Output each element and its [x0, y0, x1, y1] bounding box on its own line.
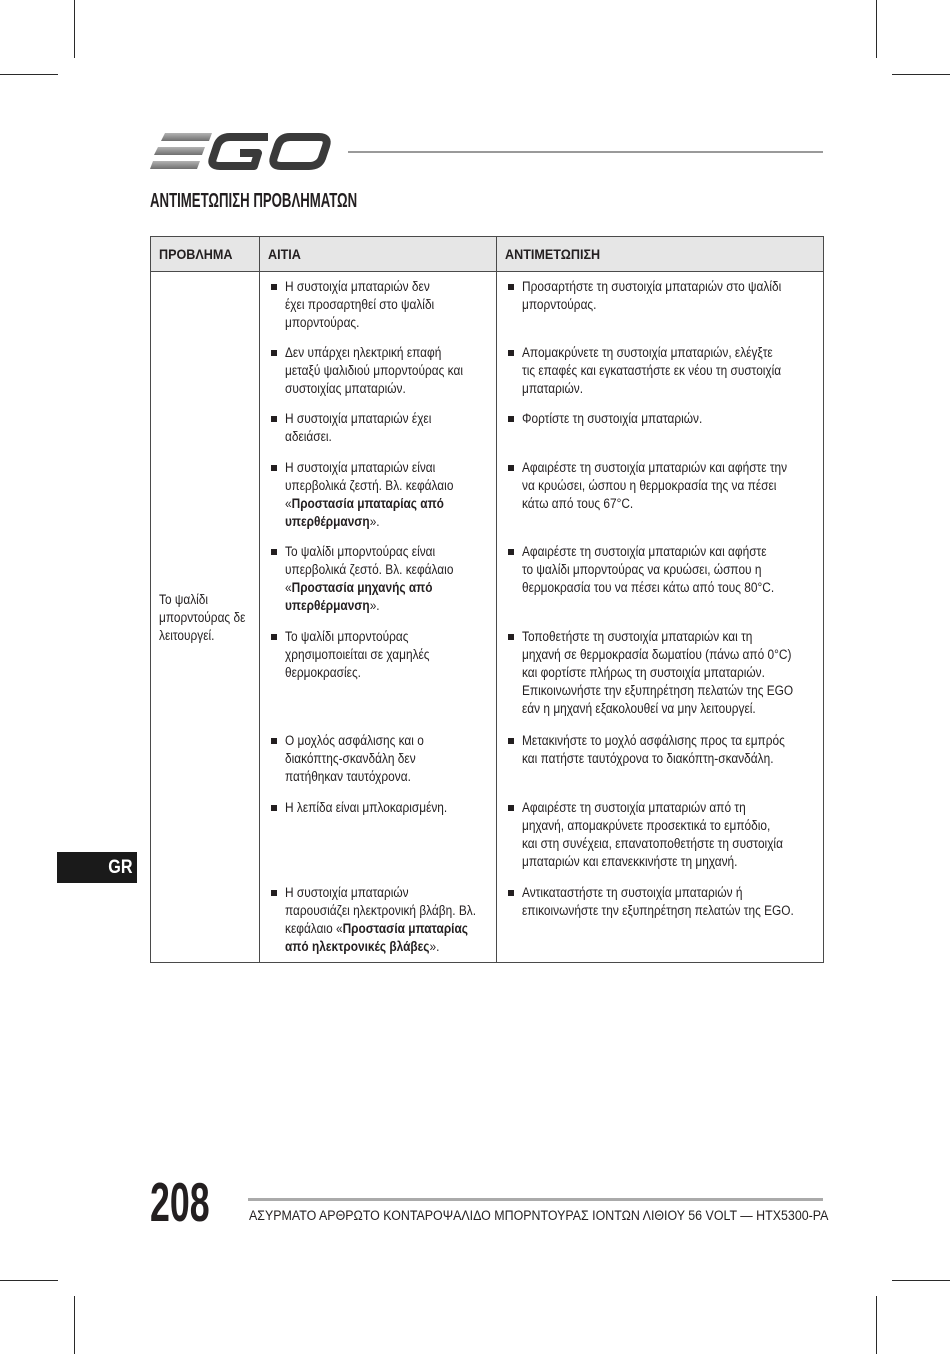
solution-cell — [496, 453, 823, 537]
crop-mark — [74, 1296, 75, 1354]
text-segment: Αφαιρέστε τη συστοιχία μπαταριών και αφήστε την να κρυώσει, ώσπου η θερμοκρασία της να πέσει κάτω από τους 67°C. — [522, 460, 788, 511]
table-row — [260, 878, 823, 962]
solution-cell — [496, 404, 823, 453]
header-problem: ΠΡΟΒΛΗΜΑ — [159, 246, 233, 262]
problem-cell — [151, 272, 259, 962]
cause-cell — [260, 537, 496, 622]
table-row — [260, 537, 823, 622]
bullet-square-icon — [271, 805, 277, 811]
text-segment: Αφαιρέστε τη συστοιχία μπαταριών και αφήστε το ψαλίδι μπορντούρας να κρυώσει, ώσπου η θερμοκρασία του να πέσει κάτω από τους 80°C. — [522, 544, 775, 595]
logo-e-bar-middle — [154, 147, 205, 155]
bullet-square-icon — [271, 549, 277, 555]
cause-text — [285, 884, 476, 956]
table-row — [260, 272, 823, 338]
text-segment: Η συστοιχία μπαταριών είναι υπερβολικά ζεστή. Βλ. κεφάλαιο « — [285, 460, 454, 511]
cause-text — [285, 799, 447, 817]
page-number: 208 — [150, 1171, 210, 1233]
bullet-square-icon — [508, 284, 514, 290]
solution-cell — [496, 793, 823, 878]
cause-cell — [260, 793, 496, 878]
chapter-reference: Προστασία μπαταρίας από ηλεκτρονικές βλάβες — [285, 921, 468, 954]
cause-text — [285, 278, 434, 332]
text-segment: Μετακινήστε το μοχλό ασφάλισης προς τα εμπρός και πατήστε ταυτόχρονα το διακόπτη-σκανδάλη. — [522, 733, 785, 766]
bullet-square-icon — [271, 284, 277, 290]
cause-cell — [260, 726, 496, 793]
text-segment: Το ψαλίδι μπορντούρας είναι υπερβολικά ζεστό. Βλ. κεφάλαιο « — [285, 544, 454, 595]
logo-e-bar-top — [161, 133, 212, 141]
bullet-square-icon — [508, 416, 514, 422]
header-cause: ΑΙΤΙΑ — [268, 246, 301, 262]
bullet-square-icon — [271, 465, 277, 471]
section-title: ΑΝΤΙΜΕΤΩΠΙΣΗ ΠΡΟΒΛΗΜΑΤΩΝ — [150, 190, 358, 212]
table-header — [151, 237, 823, 272]
bullet-square-icon — [508, 738, 514, 744]
chapter-reference: Προστασία μπαταρίας από υπερθέρμανση — [285, 496, 444, 529]
text-segment: Η συστοιχία μπαταριών δεν έχει προσαρτηθεί στο ψαλίδι μπορντούρας. — [285, 279, 435, 330]
bullet-square-icon — [508, 805, 514, 811]
solution-cell — [496, 338, 823, 404]
solution-cell — [496, 622, 823, 726]
text-segment: ». — [369, 598, 380, 613]
solution-cell — [496, 537, 823, 622]
cause-cell — [260, 404, 496, 453]
bullet-square-icon — [508, 465, 514, 471]
table-row — [260, 404, 823, 453]
logo-e-bar-bottom — [150, 161, 200, 169]
logo-g-shape — [212, 137, 268, 166]
cause-text — [285, 459, 453, 531]
footer-rule — [248, 1198, 823, 1201]
crop-mark — [876, 1296, 877, 1354]
text-segment: Αφαιρέστε τη συστοιχία μπαταριών από τη μηχανή, απομακρύνετε προσεκτικά το εμπόδιο, και στη συνέχεια, επανατοποθετήστε τη συστοιχία μπαταριών και επανεκκινήστε τη μηχανή. — [522, 800, 783, 869]
table-rows — [260, 272, 823, 962]
text-segment: Τοποθετήστε τη συστοιχία μπαταριών και τη μηχανή σε θερμοκρασία δωματίου (πάνω από 0°C) και φορτίστε πλήρως τη συστοιχία μπαταριών. Επικοινωνήστε την εξυπηρέτηση πελατών της EGO εάν η μηχανή εξακολουθεί να μην λειτουργεί. — [522, 629, 794, 716]
bullet-square-icon — [271, 890, 277, 896]
logo-o-shape — [273, 137, 326, 166]
solution-cell — [496, 726, 823, 793]
solution-text — [522, 628, 793, 718]
crop-mark — [0, 1280, 58, 1281]
text-segment: Η συστοιχία μπαταριών παρουσιάζει ηλεκτρονική βλάβη. Βλ. κεφάλαιο « — [285, 885, 477, 936]
text-segment: ». — [369, 514, 380, 529]
table-row — [260, 622, 823, 726]
text-segment: Δεν υπάρχει ηλεκτρική επαφή μεταξύ ψαλιδιού μπορντούρας και συστοιχίας μπαταριών. — [285, 345, 463, 396]
bullet-square-icon — [508, 634, 514, 640]
cause-text — [285, 732, 424, 786]
cause-text — [285, 628, 430, 682]
table-row — [260, 793, 823, 878]
ego-logo — [150, 131, 332, 171]
solution-text — [522, 732, 785, 768]
problem-text: Το ψαλίδι μπορντούρας δε λειτουργεί. — [159, 592, 246, 643]
solution-text — [522, 884, 794, 920]
table-row — [260, 453, 823, 537]
crop-mark — [0, 74, 58, 75]
bullet-square-icon — [271, 350, 277, 356]
chapter-reference: Προστασία μηχανής από υπερθέρμανση — [285, 580, 433, 613]
bullet-square-icon — [271, 416, 277, 422]
bullet-square-icon — [508, 549, 514, 555]
cause-cell — [260, 622, 496, 726]
table-row — [260, 338, 823, 404]
bullet-square-icon — [271, 738, 277, 744]
cause-text — [285, 410, 431, 446]
crop-mark — [876, 0, 877, 58]
solution-text — [522, 543, 774, 597]
crop-mark — [892, 1280, 950, 1281]
solution-cell — [496, 878, 823, 962]
cause-cell — [260, 272, 496, 338]
header-rule — [348, 151, 823, 153]
solution-text — [522, 278, 781, 314]
cause-text — [285, 344, 463, 398]
bullet-square-icon — [508, 890, 514, 896]
solution-text — [522, 459, 787, 513]
text-segment: Το ψαλίδι μπορντούρας χρησιμοποιείται σε χαμηλές θερμοκρασίες. — [285, 629, 430, 680]
text-segment: Η συστοιχία μπαταριών έχει αδειάσει. — [285, 411, 432, 444]
header-solution: ΑΝΤΙΜΕΤΩΠΙΣΗ — [505, 246, 601, 262]
language-tab-label: GR — [107, 857, 132, 878]
language-tab — [57, 852, 137, 883]
text-segment: Προσαρτήστε τη συστοιχία μπαταριών στο ψαλίδι μπορντούρας. — [522, 279, 782, 312]
text-segment: Ο μοχλός ασφάλισης και ο διακόπτης-σκανδάλη δεν πατήθηκαν ταυτόχρονα. — [285, 733, 424, 784]
troubleshooting-table — [150, 236, 824, 963]
footer-text: ΑΣΥΡΜΑΤΟ ΑΡΘΡΩΤΟ ΚΟΝΤΑΡΟΨΑΛΙΔΟ ΜΠΟΡΝΤΟΥΡΑΣ ΙΟΝΤΩΝ ΛΙΘΙΟΥ 56 VOLT — HTX5300-PA — [249, 1208, 829, 1223]
text-segment: Απομακρύνετε τη συστοιχία μπαταριών, ελέγξτε τις επαφές και εγκαταστήστε εκ νέου τη συστοιχία μπαταριών. — [522, 345, 782, 396]
solution-cell — [496, 272, 823, 338]
cause-text — [285, 543, 453, 615]
table-row — [260, 726, 823, 793]
cause-cell — [260, 453, 496, 537]
crop-mark — [892, 74, 950, 75]
solution-text — [522, 344, 781, 398]
solution-text — [522, 410, 702, 428]
solution-text — [522, 799, 783, 871]
crop-mark — [74, 0, 75, 58]
bullet-square-icon — [271, 634, 277, 640]
cause-cell — [260, 338, 496, 404]
cause-cell — [260, 878, 496, 962]
text-segment: Αντικαταστήστε τη συστοιχία μπαταριών ή επικοινωνήστε την εξυπηρέτηση πελατών της EGO. — [522, 885, 794, 918]
text-segment: ». — [429, 939, 440, 954]
text-segment: Φορτίστε τη συστοιχία μπαταριών. — [522, 411, 703, 426]
text-segment: Η λεπίδα είναι μπλοκαρισμένη. — [285, 800, 448, 815]
bullet-square-icon — [508, 350, 514, 356]
